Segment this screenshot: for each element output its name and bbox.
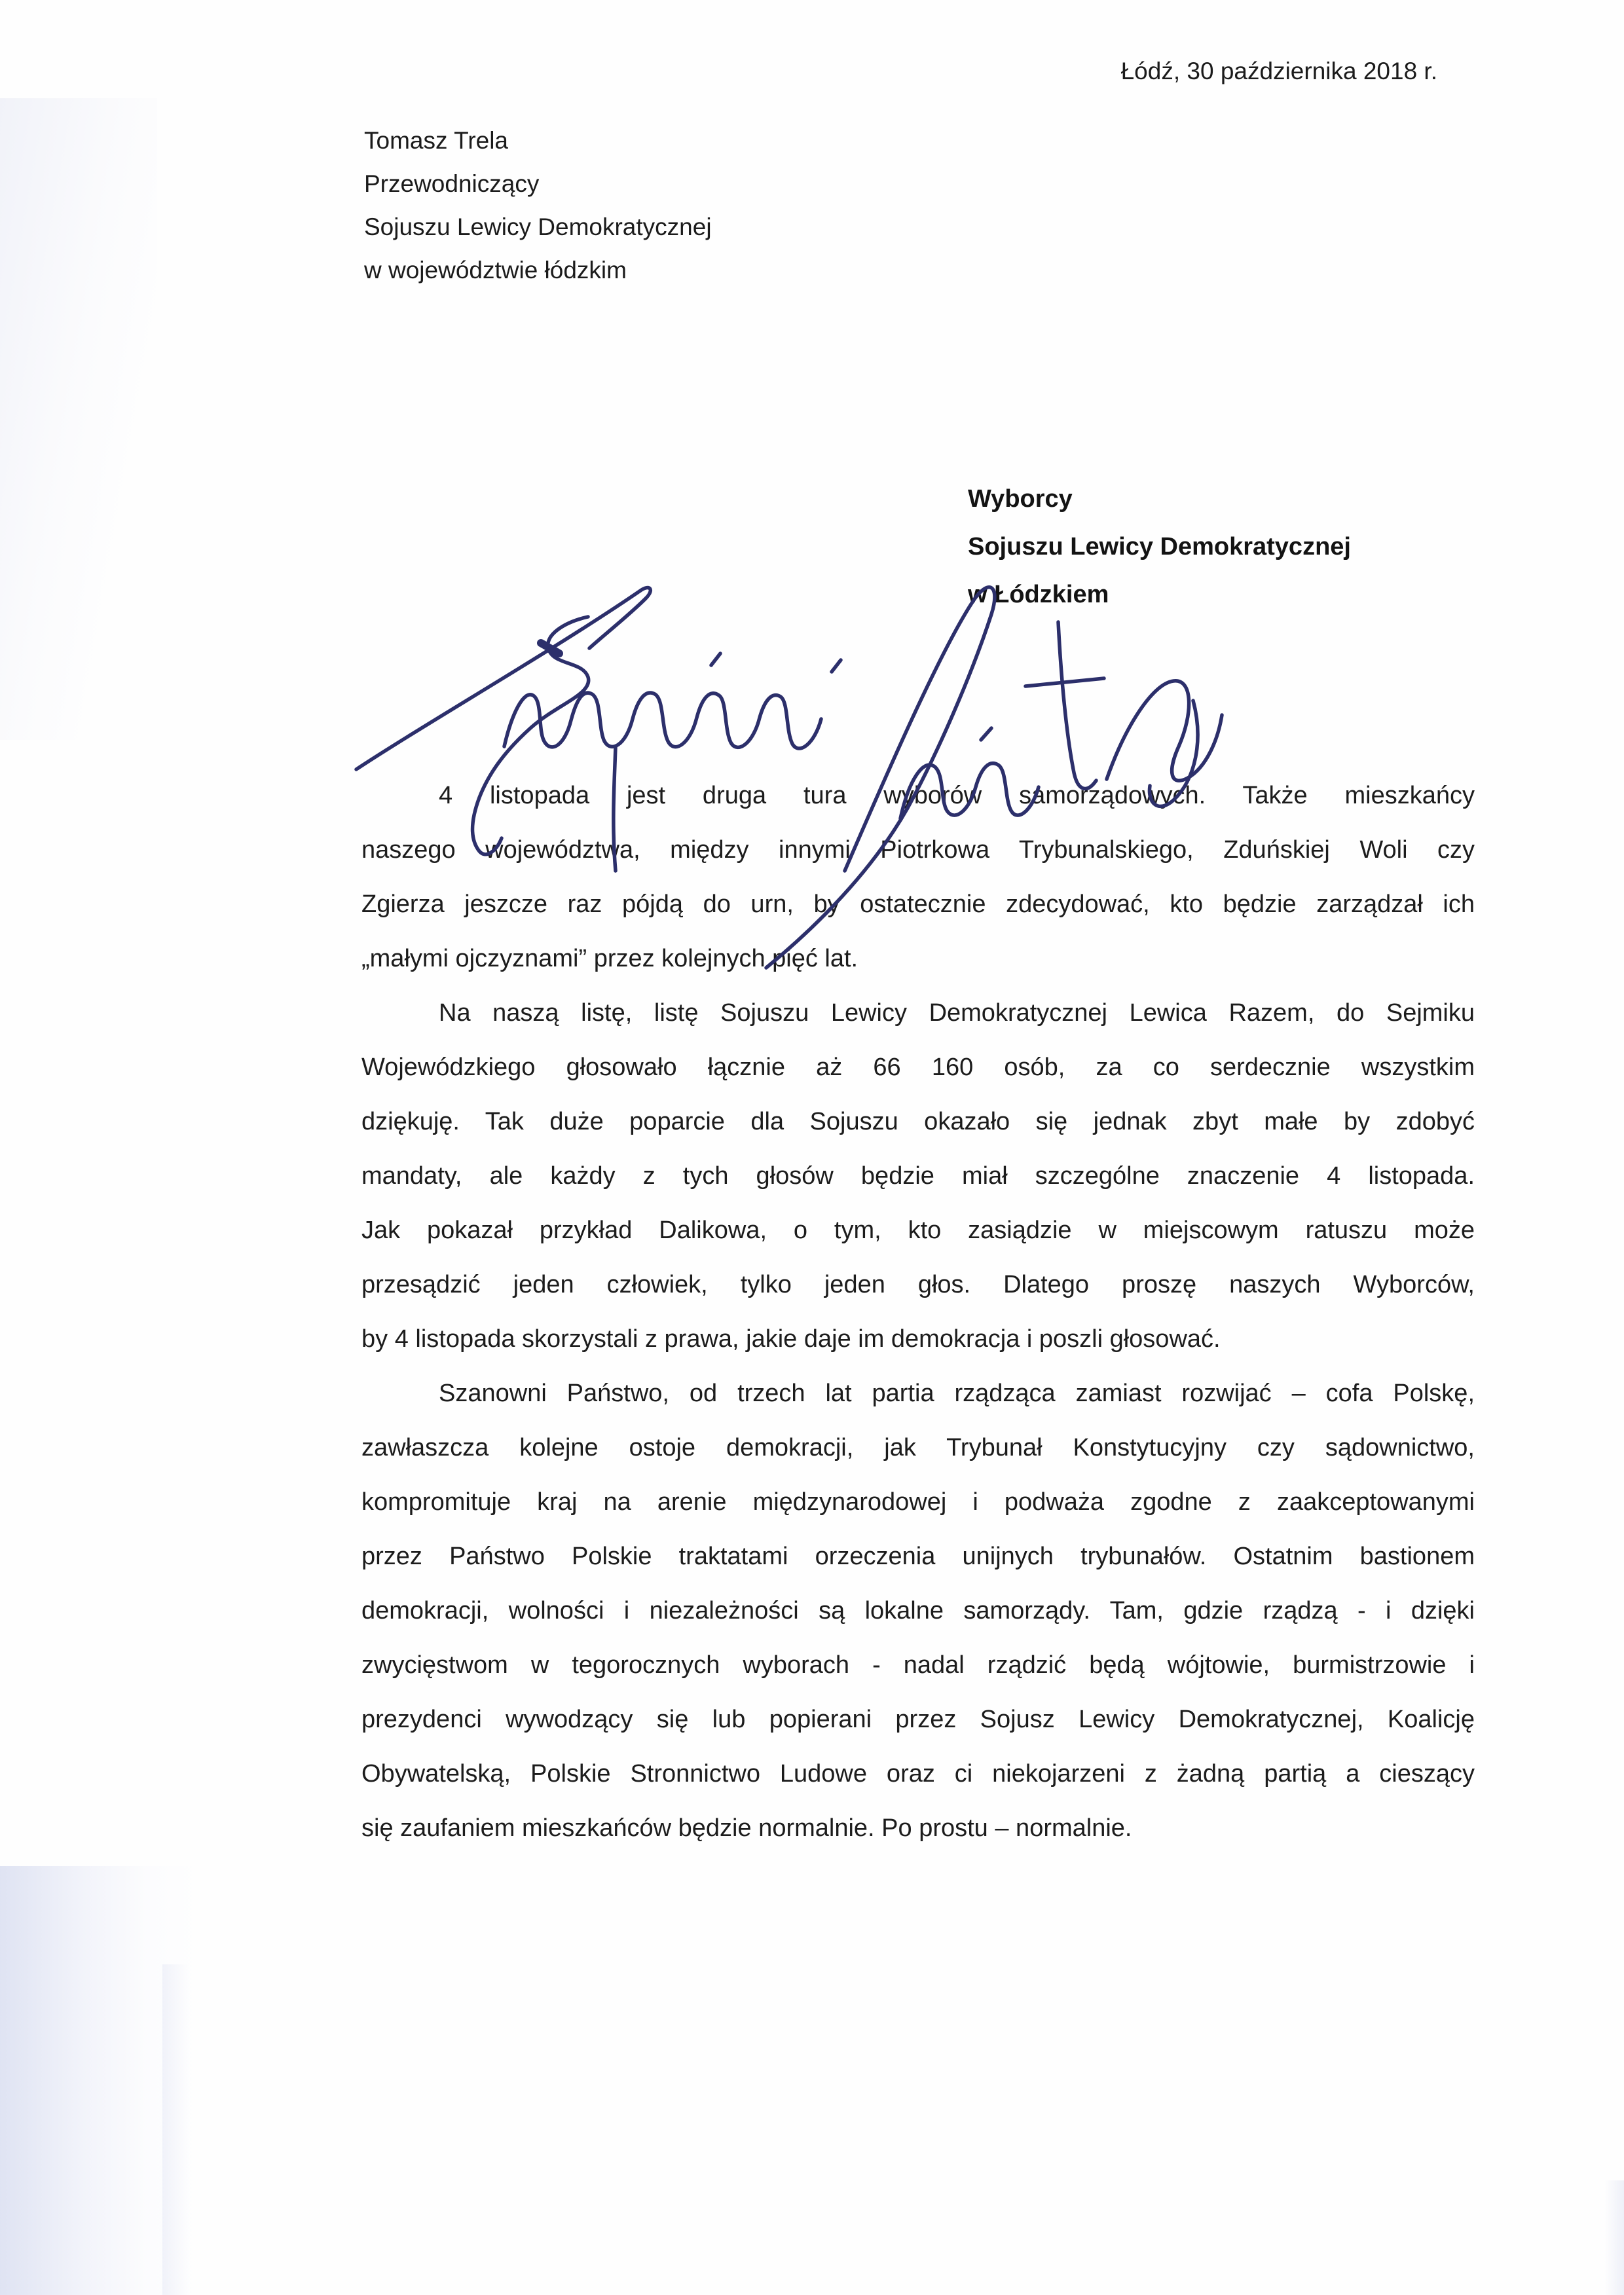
- letter-date: Łódź, 30 października 2018 r.: [1120, 58, 1437, 84]
- body-line: dziękuję. Tak duże poparcie dla Sojuszu okazało się jednak zbyt małe by zdobyć: [361, 1108, 1475, 1135]
- body-line: przesądzić jeden człowiek, tylko jeden głos. Dlatego proszę naszych Wyborców,: [361, 1271, 1475, 1298]
- body-line: Obywatelską, Polskie Stronnictwo Ludowe oraz ci niekojarzeni z żadną partią a cieszący: [361, 1760, 1475, 1788]
- recipient-line: Sojuszu Lewicy Demokratycznej: [968, 533, 1351, 560]
- scan-shadow-top-left: [0, 98, 157, 740]
- sender-name: Tomasz Trela: [364, 127, 509, 154]
- body-line: prezydenci wywodzący się lub popierani przez Sojusz Lewicy Demokratycznej, Koalicję: [361, 1706, 1475, 1733]
- body-line: przez Państwo Polskie traktatami orzeczenia unijnych trybunałów. Ostatnim bastionem: [361, 1543, 1475, 1570]
- body-line: mandaty, ale każdy z tych głosów będzie miał szczególne znaczenie 4 listopada.: [361, 1162, 1475, 1190]
- body-line: by 4 listopada skorzystali z prawa, jakie daje im demokracja i poszli głosować.: [361, 1325, 1221, 1353]
- scan-shadow-stripe: [162, 1964, 189, 2295]
- scan-shadow-bottom-right: [1604, 2180, 1624, 2295]
- body-line: Zgierza jeszcze raz pójdą do urn, by ostatecznie zdecydować, kto będzie zarządzał ich: [361, 890, 1475, 918]
- sender-block: [364, 119, 712, 292]
- body-line: „małymi ojczyznami” przez kolejnych pięć lat.: [361, 945, 858, 972]
- sender-organization: Sojuszu Lewicy Demokratycznej: [364, 213, 712, 240]
- body-line: Jak pokazał przykład Dalikowa, o tym, kto zasiądzie w miejscowym ratuszu może: [361, 1217, 1475, 1244]
- body-line: zwycięstwom w tegorocznych wyborach - nadal rządzić będą wójtowie, burmistrzowie i: [361, 1651, 1475, 1679]
- body-line: 4 listopada jest druga tura wyborów samorządowych. Także mieszkańcy: [439, 782, 1475, 809]
- letter-body: [361, 769, 1475, 1856]
- recipient-line: w Łódzkiem: [968, 581, 1109, 608]
- body-line: Wojewódzkiego głosowało łącznie aż 66 160 osób, za co serdecznie wszystkim: [361, 1054, 1475, 1081]
- sender-region: w województwie łódzkim: [364, 257, 627, 284]
- scan-shadow-bottom-left: [0, 1866, 210, 2295]
- body-line: Na naszą listę, listę Sojuszu Lewicy Demokratycznej Lewica Razem, do Sejmiku: [439, 999, 1475, 1027]
- recipient-block: [968, 475, 1351, 619]
- body-line: demokracji, wolności i niezależności są lokalne samorządy. Tam, gdzie rządzą - i dzięki: [361, 1597, 1475, 1625]
- body-line: naszego województwa, między innymi Piotrkowa Trybunalskiego, Zduńskiej Woli czy: [361, 836, 1475, 864]
- body-line: Szanowni Państwo, od trzech lat partia rządząca zamiast rozwijać – cofa Polskę,: [439, 1380, 1475, 1407]
- sender-title: Przewodniczący: [364, 170, 540, 197]
- body-line: się zaufaniem mieszkańców będzie normalnie. Po prostu – normalnie.: [361, 1814, 1132, 1842]
- recipient-line: Wyborcy: [968, 485, 1073, 513]
- body-line: zawłaszcza kolejne ostoje demokracji, jak Trybunał Konstytucyjny czy sądownictwo,: [361, 1434, 1475, 1461]
- body-line: kompromituje kraj na arenie międzynarodowej i podważa zgodne z zaakceptowanymi: [361, 1488, 1475, 1516]
